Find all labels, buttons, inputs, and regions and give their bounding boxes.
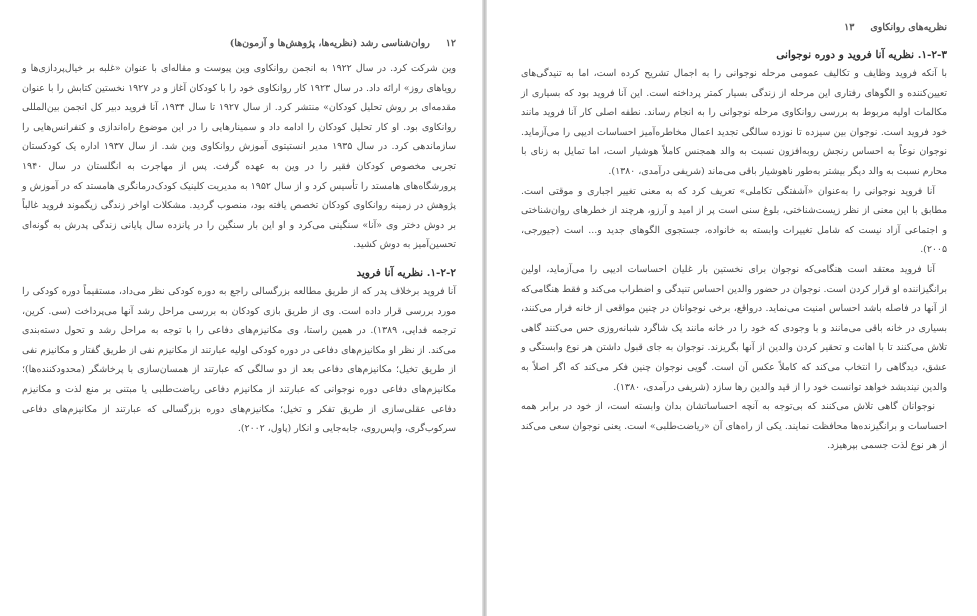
- running-head: نظریه‌های روانکاوی: [870, 22, 947, 33]
- paragraph: آنا فروید برخلاف پدر که از طریق مطالعه بزرگسالی راجع به دوره کودکی نظر می‌داد، مستقیماً دوره کودکی را مورد بررسی قرار داده است. وی از طریق بازی کودکان به بررسی مراحل رشد آنها می‌پرداخت (سی. کرین، ترجمه فدایی، ۱۳۸۹). در همین راستا، وی مکانیزم‌های دفاعی را با توجه به مراحل رشد و تحول دسته‌بندی می‌کند. از نظر او مکانیزم‌های دفاعی در دوره کودکی اولیه عبارتند از مکانیزم نفی از طریق گفتار و مکانیزم نفی از طریق تخیل؛ مکانیزم‌های دفاعی بعد از دو سالگی که عبارتند از همسان‌سازی با پرخاشگر (محدودکننده‌ها)؛ مکانیزم‌های دفاعی دوره نوجوانی که عبارتند از مکانیزم دفاعی ریاضت‌طلبی یا مبتنی بر منع لذت و مکانیزم دفاعی عقلی‌سازی از طریق تفکر و تخیل؛ مکانیزم‌های دوره بزرگسالی که عبارتند از مکانیزم‌های دفاعی سرکوب‌گری، واپس‌روی، جابه‌جایی و انکار (پاول، ۲۰۰۲).: [22, 285, 456, 435]
- paragraph: آنا فروید نوجوانی را به‌عنوان «آشفتگی تکاملی» تعریف کرد که به معنی تغییر اجباری و موقتی است. مطابق با این معنی از نظر زیست‌شناختی، بلوغ سنی است پر از امید و آرزو، هرچند از خطرهای روان‌شناختی و اجتماعی آزاد نیست که شامل تغییرات وابسته به خانواده، جستجوی الگوهای جدید و... است (جیورجی، ۲۰۰۵).: [521, 185, 947, 256]
- right-page: [487, 0, 977, 616]
- paragraph: نوجوانان گاهی تلاش می‌کنند که بی‌توجه به آنچه احساساتشان بدان وابسته است، از خود در برابر همه احساسات و برانگیزنده‌ها محافظت نمایند. یکی از راه‌های آن «ریاضت‌طلبی» است. یعنی نوجوان سعی می‌کند از هر نوع لذت جسمی بپرهیزد.: [521, 401, 947, 452]
- paragraph: وین شرکت کرد. در سال ۱۹۲۲ به انجمن روانکاوی وین پیوست و مقاله‌ای با عنوان «غلبه بر خیال‌پردازی‌ها و رویاهای روز» ارائه داد. در سال ۱۹۲۳ کار روانکاوی خود را با کودکان آغاز و در ۱۹۲۷ نخستین کتابش را با عنوان مقدمه‌ای بر روش تحلیل کودکان» منتشر کرد. از سال ۱۹۲۷ تا سال ۱۹۳۴، آنا فروید دبیر کل انجمن بین‌المللی روانکاوی بود. او کار تحلیل کودکان را ادامه داد و سمینارهایی را در این موضوع راه‌اندازی و کنفرانس‌هایی را سازماندهی کرد. در سال ۱۹۳۵ مدیر انستیتوی آموزش روانکاوی وین شد. از سال ۱۹۳۷ اداره یک کودکستان تجربی مخصوص کودکان فقیر را در وین به عهده گرفت. پس از مهاجرت به انگلستان در سال ۱۹۴۰ پرورشگاه‌های هامستد را تأسیس کرد و از سال ۱۹۵۲ به مدیریت کلینیک کودک‌درمانگری هامستد که در آموزش و پژوهش در زمینه روانکاوی کودکان تخصص یافته بود، منصوب گردید. مشکلات اواخر زندگی زیگموند فروید غالباً بر دوش دختر وی «آنا» سنگینی می‌کرد و او این بار سنگین را در پانزده سال پایانی زندگی پدرش به گونه‌ای تحسین‌آمیز به دوش کشید.: [22, 63, 456, 251]
- section-heading: ۱-۲-۲. نظریه آنا فروید: [356, 266, 456, 279]
- running-header: [521, 22, 947, 33]
- page-number: ۱۳: [844, 22, 855, 33]
- page-number: ۱۲: [445, 38, 456, 49]
- paragraph: آنا فروید معتقد است هنگامی‌که نوجوان برای نخستین بار غلیان احساسات ادیپی را می‌آزماید، اولین برانگیزاننده او قرار کردن است. نوجوان در حضور والدین احساس تنیدگی و اضطراب می‌کند و فقط هنگامی‌که از آنها در فاصله باشد احساس امنیت می‌نماید. درواقع، برخی نوجوانان در چنین مواقعی از خانه فرار می‌کنند، بسیاری در خانه باقی می‌مانند و با وجودی که خود را در خانه مانند یک شاگرد شبانه‌روزی حس می‌کنند گاهی تلاش می‌کنند تا با اهانت و تحقیر کردن والدین از آنها بگریزند. نوجوان به جای قبول داشتن هر نوع وابستگی و عشق، دیدگاهی را انتخاب می‌کند که کاملاً عکس آن است. گویی نوجوان چنین فکر می‌کند که اگر اصلاً به والدین نیندیشد خواهد توانست خود را از قید والدین رها سازد (شریفی درآمدی، ۱۳۸۰).: [521, 263, 947, 393]
- running-head: روان‌شناسی رشد (نظریه‌ها، پژوهش‌ها و آزمون‌ها): [229, 38, 430, 49]
- section-heading: ۱-۲-۳. نظریه آنا فروید و دوره نوجوانی: [776, 49, 947, 61]
- paragraph: با آنکه فروید وظایف و تکالیف عمومی مرحله نوجوانی را به اجمال تشریح کرده است، اما به تنیدگی‌های تعیین‌کننده و الگوهای رفتاری این مرحله از زندگی بسیار کمتر پرداخته است. این آنا فروید بود که بسیاری از مکالمات اولیه مربوط به بررسی روانکاوی مرحله نوجوانی را به انجام رساند. نطفه اصلی کار آنا فروید مانند خود فروید است. نوجوان بین سیزده تا نوزده سالگی تجدید اعمال مخاطره‌آمیز احساسات ادیپی را می‌آزماید. نوجوان نوعاً به احساس رنجش روبه‌افزون نسبت به والد همجنس کاملاً هوشیار است، اما تمایل به زنای با محارم نسبت به والد دیگر بیشتر به‌طور ناهوشیار باقی می‌ماند (شریفی درآمدی، ۱۳۸۰).: [521, 68, 947, 177]
- running-header: [22, 38, 456, 49]
- left-page: [0, 0, 482, 616]
